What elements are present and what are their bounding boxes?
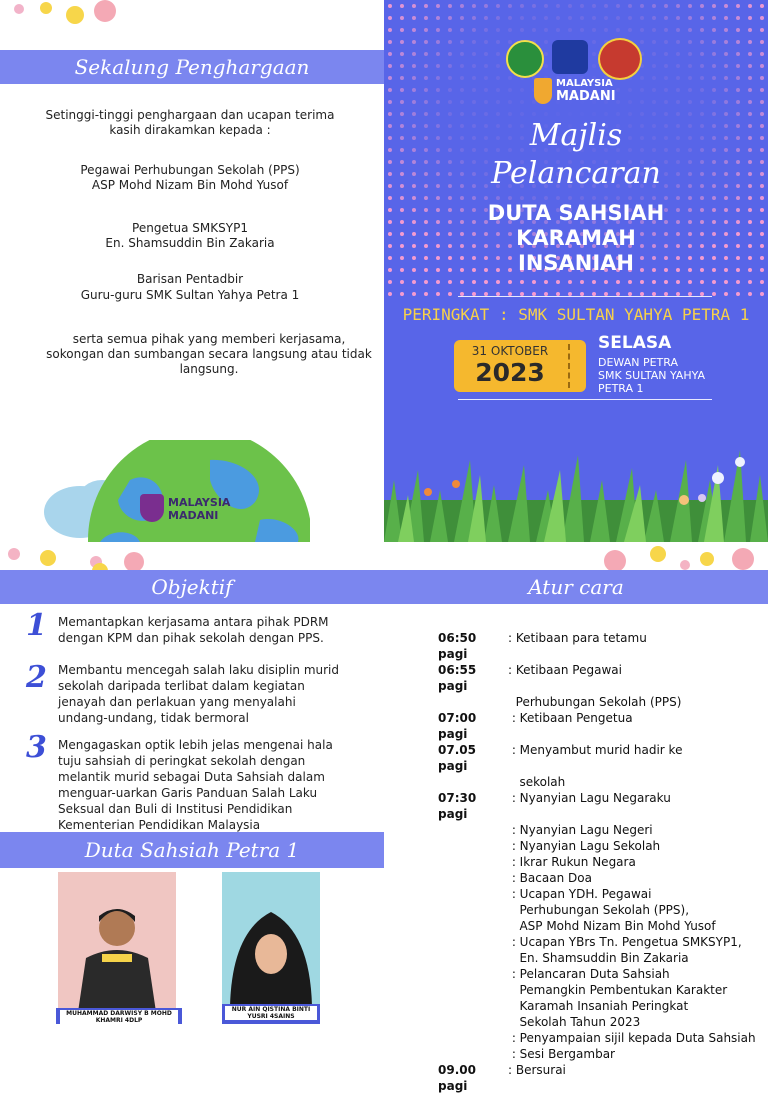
schedule-description: sekolah <box>508 775 566 789</box>
schedule-time: 07.05 pagi <box>438 743 476 773</box>
schedule-row <box>438 870 758 886</box>
schedule-row <box>438 886 758 902</box>
cover-panel <box>384 0 768 542</box>
ticket-date: 31 OKTOBER <box>471 344 549 358</box>
objektif-banner: Objektif <box>0 570 384 604</box>
schedule-time <box>438 854 508 870</box>
atur-cara-banner: Atur cara <box>384 570 768 604</box>
schedule-description: : Ketibaan Pengetua <box>508 711 633 725</box>
schedule-time: 07:30 pagi <box>438 791 477 821</box>
title-line-3: INSANIAH <box>518 251 634 275</box>
madani-logo <box>140 492 260 526</box>
person-1-name: MUHAMMAD DARWISY B MOHD KHAMRI 4DLP <box>60 1010 178 1024</box>
title-script-pelancaran: Pelancaran <box>491 156 661 191</box>
objective-number-2: 2 <box>26 660 47 695</box>
madani-text-2: MADANI <box>556 89 616 104</box>
schedule-row <box>438 774 758 790</box>
schedule-row <box>438 710 758 742</box>
schedule-description: : Pelancaran Duta Sahsiah <box>508 967 670 981</box>
schedule-time <box>438 918 508 934</box>
schedule-time <box>438 966 508 982</box>
schedule-description: ASP Mohd Nizam Bin Mohd Yusof <box>508 919 716 933</box>
schedule-time <box>438 998 508 1014</box>
schedule-time <box>438 950 508 966</box>
schedule-description: : Nyanyian Lagu Negeri <box>508 823 653 837</box>
schedule-list <box>438 630 758 1094</box>
divider-bottom <box>458 399 712 400</box>
school-logo <box>552 40 588 74</box>
schedule-time: 07:00 pagi <box>438 711 477 741</box>
name-card-person-1 <box>56 1008 182 1024</box>
closing-thanks: serta semua pihak yang memberi kerjasama, sokongan dan sumbangan secara langsung atau tidak langsung. <box>46 332 372 376</box>
schedule-description: Pemangkin Pembentukan Karakter <box>508 983 728 997</box>
event-day: SELASA <box>598 333 672 353</box>
schedule-description: : Bersurai <box>508 1063 566 1077</box>
schedule-row <box>438 854 758 870</box>
divider-top <box>458 296 712 297</box>
schedule-time <box>438 822 508 838</box>
schedule-description: : Ketibaan Pegawai <box>508 663 622 677</box>
pengetua-title: Pengetua SMKSYP1 <box>132 221 248 235</box>
objective-number-1: 1 <box>26 608 47 643</box>
title-line-1: DUTA SAHSIAH <box>487 201 665 225</box>
venue-line-3: PETRA 1 <box>598 382 644 395</box>
schedule-time <box>438 886 508 902</box>
schedule-description: : Nyanyian Lagu Sekolah <box>508 839 661 853</box>
schedule-time: 09.00 pagi <box>438 1063 476 1093</box>
schedule-row <box>438 838 758 854</box>
schedule-row <box>438 1046 758 1062</box>
madani-logo-text: MALAYSIA MADANI <box>168 496 231 522</box>
schedule-time <box>438 1046 508 1062</box>
schedule-description: : Penyampaian sijil kepada Duta Sahsiah <box>508 1031 756 1045</box>
photo-person-2 <box>222 872 320 1006</box>
schedule-time <box>438 1030 508 1046</box>
acknowledgement-intro: Setinggi-tinggi penghargaan dan ucapan terima kasih dirakamkan kepada : <box>45 108 335 137</box>
schedule-description: : Ucapan YDH. Pegawai <box>508 887 652 901</box>
schedule-row <box>438 918 758 934</box>
schedule-description: : Ucapan YBrs Tn. Pengetua SMKSYP1, <box>508 935 742 949</box>
schedule-row <box>438 790 758 822</box>
pengetua-name: En. Shamsuddin Bin Zakaria <box>105 236 275 250</box>
madani-header-logo <box>534 76 624 108</box>
ticket-perforation <box>568 344 570 388</box>
schedule-description: : Nyanyian Lagu Negaraku <box>508 791 671 805</box>
schedule-time <box>438 694 508 710</box>
madani-text-1: MALAYSIA <box>556 78 613 89</box>
pps-name: ASP Mohd Nizam Bin Mohd Yusof <box>91 178 289 192</box>
duta-banner: Duta Sahsiah Petra 1 <box>0 832 384 868</box>
schedule-row <box>438 950 758 966</box>
schedule-row <box>438 1030 758 1046</box>
schedule-row <box>438 934 758 950</box>
schedule-row <box>438 630 758 662</box>
schedule-description: En. Shamsuddin Bin Zakaria <box>508 951 689 965</box>
venue-line-1: DEWAN PETRA <box>598 356 678 369</box>
title-script-majlis: Majlis <box>529 118 623 153</box>
schedule-time <box>438 838 508 854</box>
ticket-year: 2023 <box>475 358 545 387</box>
level-text: PERINGKAT : SMK SULTAN YAHYA PETRA 1 <box>402 305 750 324</box>
schedule-row <box>438 662 758 694</box>
pdrm-logo <box>506 40 544 78</box>
schedule-description: : Sesi Bergambar <box>508 1047 615 1061</box>
title-line-2: KARAMAH <box>516 226 636 250</box>
schedule-time: 06:50 pagi <box>438 631 477 661</box>
schedule-row <box>438 742 758 774</box>
schedule-row <box>438 902 758 918</box>
venue-line-2: SMK SULTAN YAHYA <box>598 369 705 382</box>
schedule-row <box>438 1014 758 1030</box>
pps-title: Pegawai Perhubungan Sekolah (PPS) <box>80 163 300 177</box>
acknowledgement-banner: Sekalung Penghargaan <box>0 50 384 84</box>
schedule-row <box>438 822 758 838</box>
schedule-time <box>438 1014 508 1030</box>
schedule-time <box>438 902 508 918</box>
schedule-description: Karamah Insaniah Peringkat <box>508 999 689 1013</box>
schedule-description: : Ketibaan para tetamu <box>508 631 647 645</box>
schedule-row <box>438 982 758 998</box>
teachers: Guru-guru SMK Sultan Yahya Petra 1 <box>80 288 300 302</box>
grass-illustration <box>384 440 768 542</box>
schedule-description: : Ikrar Rukun Negara <box>508 855 636 869</box>
schedule-description: Sekolah Tahun 2023 <box>508 1015 641 1029</box>
schedule-row <box>438 1062 758 1094</box>
schedule-row <box>438 966 758 982</box>
schedule-row <box>438 694 758 710</box>
globe-illustration <box>40 440 310 542</box>
objective-number-3: 3 <box>26 730 47 765</box>
schedule-time <box>438 934 508 950</box>
schedule-row <box>438 998 758 1014</box>
schedule-time: 06:55 pagi <box>438 663 477 693</box>
person-2-name: NUR AIN QISTINA BINTI YUSRI 4SAINS <box>225 1006 317 1020</box>
schedule-time <box>438 870 508 886</box>
objective-text-2: Membantu mencegah salah laku disiplin murid sekolah daripada terlibat dalam kegiatan jenayah dan perlakuan yang menyalahi undang-undang, tidak bermoral <box>58 663 339 725</box>
schedule-description: Perhubungan Sekolah (PPS), <box>508 903 690 917</box>
name-card-person-2 <box>222 1004 320 1024</box>
objective-text-3: Mengagaskan optik lebih jelas mengenai hala tuju sahsiah di peringkat sekolah dengan melantik murid sebagai Duta Sahsiah dalam menguar-uarkan Garis Panduan Salah Laku Seksual dan Buli di Institusi Pendidikan Kementerian Pendidikan Malaysia <box>58 738 333 832</box>
schedule-time <box>438 982 508 998</box>
madani-icon <box>534 78 552 104</box>
schedule-description: Perhubungan Sekolah (PPS) <box>508 695 682 709</box>
objective-text-1: Memantapkan kerjasama antara pihak PDRM dengan KPM dan pihak sekolah dengan PPS. <box>58 615 329 645</box>
schedule-description: : Bacaan Doa <box>508 871 592 885</box>
administrators: Barisan Pentadbir <box>136 272 244 286</box>
kpm-logo <box>598 38 642 80</box>
schedule-description: : Menyambut murid hadir ke <box>508 743 683 757</box>
photo-person-1 <box>58 872 176 1012</box>
schedule-time <box>438 774 508 790</box>
madani-icon <box>140 494 164 522</box>
date-ticket <box>454 340 586 392</box>
